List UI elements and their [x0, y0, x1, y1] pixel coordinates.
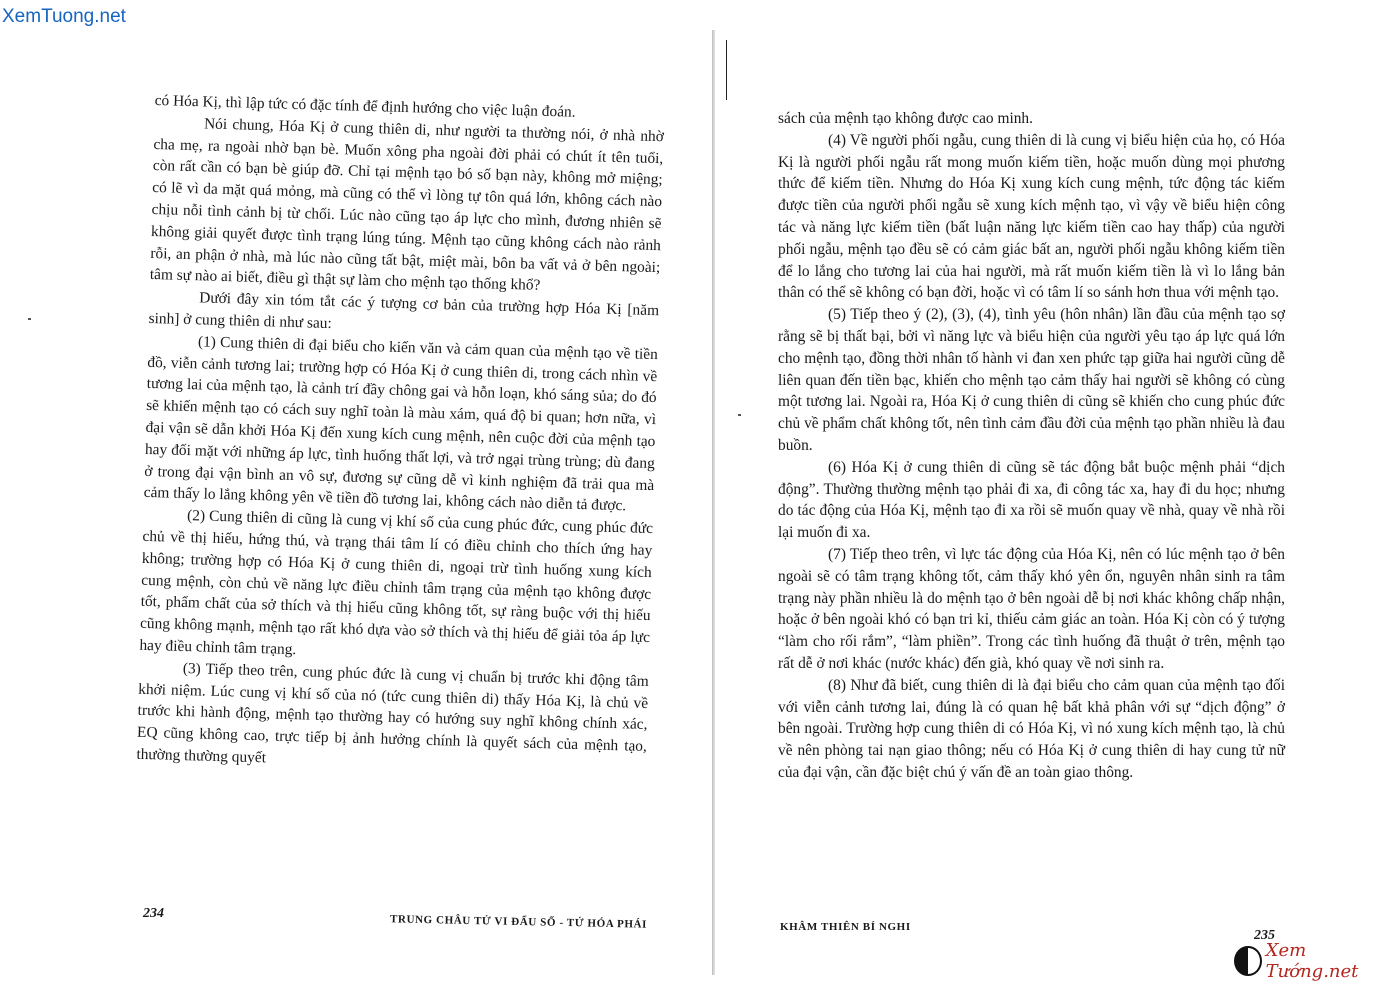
site-watermark: XemTuong.net: [2, 6, 126, 27]
right-page-number: 235: [1254, 928, 1275, 943]
gutter-mark: [726, 40, 727, 100]
left-page-number: 234: [143, 906, 164, 921]
scan-speck: [738, 414, 741, 416]
left-paragraph-2: Nói chung, Hóa Kị ở cung thiên di, như người ta thường nói, ở nhà nhờ cha mẹ, ra ngoài nhờ bạn bè. Muốn xông pha ngoài đời phải có chút ít tên tuổi, còn rất cần có bạn bè giúp đỡ. Chỉ tại mệnh tạo bó số bạn này, không mở miệng; có lẽ vì da mặt quá mỏng, mà cũng có thể vì lòng tự tôn quá lớn, không cách nào chịu nỗi tình cảnh bị từ chối. Lúc nào cũng tạo áp lực cho mình, đương nhiên sẽ không giải quyết được tình trạng lúng túng. Mệnh tạo cũng không cách nào rảnh rỗi, an phận ở nhà, mà lúc nào cũng tất bật, miệt mài, bôn ba vất vả ở bên ngoài; tâm sự nào ai biết, điều gì thật sự làm cho mệnh tạo thống khổ?: [149, 115, 665, 295]
left-paragraph-6: (3) Tiếp theo trên, cung phúc đức là cung vị chuẩn bị trước khi động tâm khởi niệm. Lúc cung vị khí số của nó (tức cung thiên di) thấy Hóa Kị, là chủ về trước khi hành động, mệnh tạo thường hay có hướng suy nghĩ không chính xác, EQ cũng không cao, trực tiếp bị ảnh hưởng chính là quyết sách của mệnh tạo, thường thường quyết: [136, 659, 649, 767]
right-running-header: KHÂM THIÊN BÍ NGHI: [780, 921, 911, 933]
left-paragraph-3: Dưới đây xin tóm tắt các ý tượng cơ bản của trường hợp Hóa Kị [năm sinh] ở cung thiên di như sau:: [148, 289, 660, 332]
left-page: [136, 90, 665, 780]
right-paragraph-1: sách của mệnh tạo không được cao minh.: [778, 110, 1033, 127]
right-paragraph-6: (8) Như đã biết, cung thiên di là đại biểu cho cảm quan của mệnh tạo đối với viễn cảnh tương lai, đúng là có quan hệ bất khả phân với sự “dịch động” ở bên ngoài. Trường hợp cung thiên di có Hóa Kị, vì nó xung kích mệnh tạo, là chủ về nên phòng tai nạn giao thông; nếu có Hóa Kị ở cung thiên di hay cung tử nữ của đại vận, cần đặc biệt chú ý vấn đề an toàn giao thông.: [778, 676, 1285, 781]
logo-text: Xem Tướng.net: [1265, 940, 1359, 982]
right-page: [778, 108, 1285, 784]
right-paragraph-3: (5) Tiếp theo ý (2), (3), (4), tình yêu (hôn nhân) lần đầu của mệnh tạo sợ rằng sẽ bị thất bại, bởi vì năng lực và biểu hiện của người yêu tạo áp lực quá lớn cho mệnh tạo, đồng thời nhân tố hành vi đan xen phức tạp giữa hai người cũng dễ liên quan đến tiền bạc, khiến cho mệnh tạo cảm thấy hai người sẽ không có cùng một tương lai. Ngoài ra, Hóa Kị ở cung thiên di cũng sẽ khiến cho cung phúc đức chủ về phẩm chất không tốt, nên tình cảm đầu đời của mệnh tạo phần nhiều là đau buồn.: [778, 306, 1285, 454]
left-paragraph-5: (2) Cung thiên di cũng là cung vị khí số của cung phúc đức, cung phúc đức chủ về thị hiếu, hứng thú, và trạng thái tâm lí có điều chỉnh cho thích ứng hay không; trường hợp có Hóa Kị ở cung thiên di, ngoại trừ tình huống xung kích cung mệnh, còn chủ về năng lực điều chỉnh tâm trạng của mệnh tạo không được tốt, phẩm chất của sở thích và thị hiếu cũng không tốt, sự ràng buộc với thị hiếu cũng không mạnh, mệnh tạo rất khó dựa vào sở thích và thị hiếu để giải tỏa áp lực hay điều chỉnh tâm trạng.: [139, 507, 654, 659]
left-running-header: TRUNG CHÂU TỬ VI ĐẨU SỐ - TỨ HÓA PHÁI: [389, 913, 648, 931]
right-paragraph-4: (6) Hóa Kị ở cung thiên di cũng sẽ tác động bắt buộc mệnh phải “dịch động”. Thường thường mệnh tạo phải đi xa, đi công tác xa, hay đi du học; nhưng do tác động của Hóa Kị, mệnh tạo đi xa rồi sẽ muốn quay về nhà, quay về nhà rồi lại muốn đi xa.: [778, 458, 1285, 542]
scan-speck: [28, 318, 31, 320]
left-paragraph-4: (1) Cung thiên di đại biểu cho kiến văn và cảm quan của mệnh tạo về tiền đồ, viễn cảnh tương lai; trường hợp có Hóa Kị ở cung thiên di, trong cách nhìn về tương lai của mệnh tạo, là cảnh trí đầy chông gai và hỗn loạn, khó sáng sủa; do đó sẽ khiến mệnh tạo có cách suy nghĩ toàn là màu xám, quá độ bi quan; hơn nữa, vì đại vận sẽ dẫn khởi Hóa Kị đến xung kích cung mệnh, nên cuộc đời của mệnh tạo hay đối mặt với những áp lực, tình huống thất lợi, và trở ngại trùng trùng; dù đang ở trong đại vận bình an vô sự, đương sự cũng dễ vì kinh nghiệm đã trải qua mà cảm thấy lo lắng không yên về tiền đồ tương lai, không cách nào diễn tả được.: [143, 333, 659, 515]
right-paragraph-5: (7) Tiếp theo trên, vì lực tác động của Hóa Kị, nên có lúc mệnh tạo ở bên ngoài sẽ có tâm trạng không tốt, cảm thấy khó yên ổn, nguyên nhân sinh ra tâm trạng này phần nhiều là do mệnh tạo ở bên ngoài dễ bị nơi khác không chấp nhận, hoặc ở bên ngoài khó có bạn tri kỉ, thiếu cảm giác an toàn. Hóa Kị còn có ý tượng “làm cho rối rắm”, “làm phiền”. Trong các tình huống đã thuật ở trên, mệnh tạo rất dễ ở nơi khác (nước khác) đến già, khó quay về nơi sinh ra.: [778, 545, 1285, 672]
right-paragraph-2: (4) Về người phối ngẫu, cung thiên di là cung vị biểu hiện của họ, có Hóa Kị là người phối ngẫu rất mong muốn kiếm tiền, hoặc muốn dùng mọi phương thức để kiếm tiền. Nhưng do Hóa Kị xung kích cung mệnh, tức động tác kiếm được tiền của người phối ngẫu sẽ xung kích mệnh tạo, vì vậy về biểu hiện công tác và năng lực kiếm tiền (bất luận năng lực kiếm tiền cao hay thấp) của người phối ngẫu, mệnh tạo đều sẽ có cảm giác bất an, người phối ngẫu không kiếm tiền để lo lắng cho tương lai của hai người, mà rất muốn kiếm tiền là vì lo lắng bản thân có thể sẽ không có bạn đời, hoặc vì có tâm lí so sánh hơn thua với mệnh tạo.: [778, 131, 1285, 302]
left-paragraph-1: có Hóa Kị, thì lập tức có đặc tính để định hướng cho việc luận đoán.: [154, 91, 576, 121]
book-gutter: [712, 30, 715, 975]
site-logo: [1234, 940, 1392, 982]
yin-yang-icon: [1234, 946, 1262, 976]
